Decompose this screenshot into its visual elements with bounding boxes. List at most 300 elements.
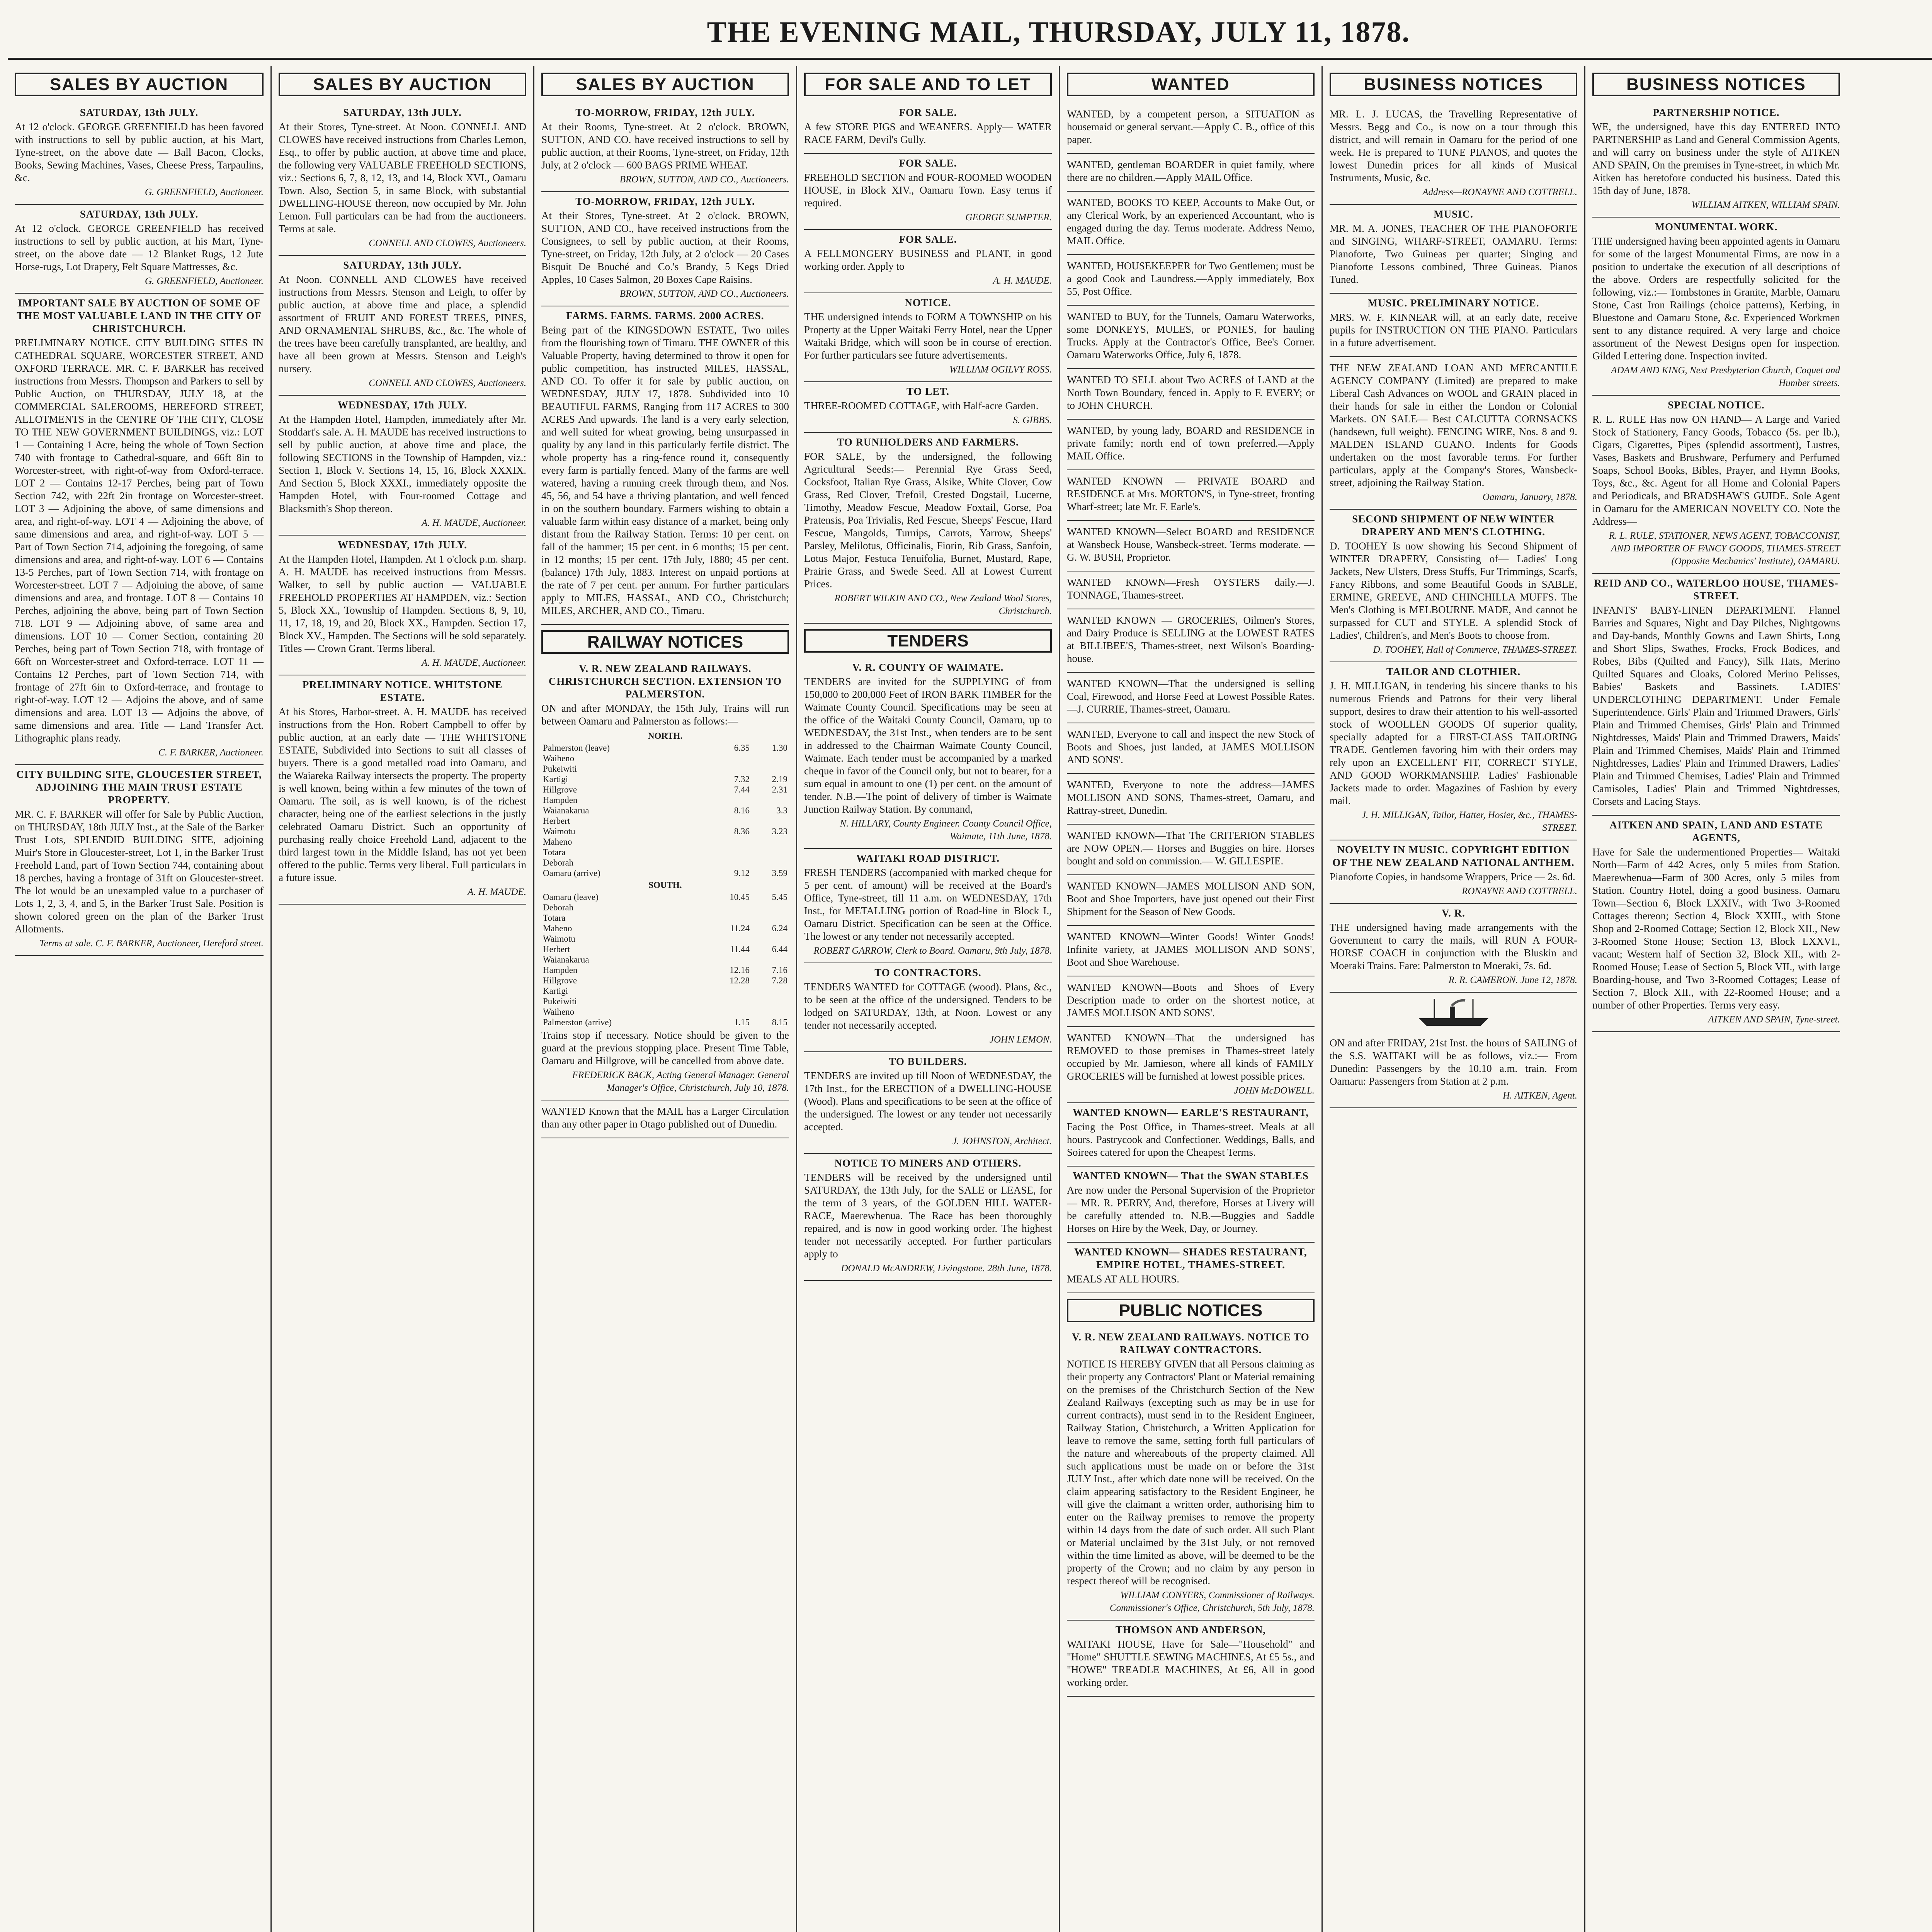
advertisement [804, 293, 1052, 382]
ad-body: TENDERS are invited up till Noon of WEDNESDAY, the 17th Inst., for the ERECTION of a DWELLING-HOUSE (Wood). Plans and specifications to be seen at the office of the undersigned. The lowest or any tender not necessarily accepted. [804, 1070, 1052, 1133]
ad-body: WANTED, by young lady, BOARD and RESIDENCE in private family; north end of town preferred.—Apply MAIL Office. [1067, 425, 1315, 462]
section-heading: RAILWAY NOTICES [541, 630, 789, 654]
ad-signature: ROBERT GARROW, Clerk to Board. Oamaru, 9th July, 1878. [813, 946, 1052, 956]
advertisement [1330, 1032, 1577, 1108]
timetable-row [541, 902, 789, 913]
advertisement [1067, 470, 1315, 521]
advertisement [1330, 357, 1577, 510]
timetable-time: 8.36 [734, 827, 750, 836]
ad-signature: A. H. MAUDE, Auctioneer. [421, 518, 526, 528]
ad-signature: CONNELL AND CLOWES, Auctioneers. [369, 378, 526, 388]
ad-heading: TAILOR AND CLOTHIER. [1386, 666, 1521, 677]
ad-heading: MONUMENTAL WORK. [1655, 221, 1778, 233]
ad-heading: TO BUILDERS. [889, 1056, 967, 1067]
timetable-time [713, 934, 751, 944]
ad-body: TENDERS will be received by the undersigned until SATURDAY, the 13th July, for the SALE or LEASE, for the term of 3 years, of the GOLDEN HILL WATER-RACE, Maerewhenua. The Race has been thoroughly repaired, and is now in good working order. The highest tender not necessarily accepted. For further particulars apply to [804, 1172, 1052, 1260]
ad-body: WANTED KNOWN—That the undersigned is selling Coal, Firewood, and Horse Feed at Lowest Possible Rates.—J. CURRIE, Thames-street, Oamaru. [1067, 678, 1315, 715]
advertisement [1330, 662, 1577, 840]
advertisement [15, 205, 264, 294]
ad-signature: WILLIAM OGILVY ROSS. [949, 364, 1052, 375]
ad-heading: FOR SALE. [899, 157, 957, 169]
timetable-time: 6.44 [772, 944, 787, 954]
timetable-direction-row [541, 878, 789, 892]
timetable-time [751, 934, 789, 944]
ad-signature: GEORGE SUMPTER. [965, 212, 1052, 223]
advertisement [1592, 816, 1840, 1032]
ad-body: At their Stores, Tyne-street. At 2 o'clock. BROWN, SUTTON, AND CO., have received instructions from the Consignees, to sell by public auction, at their Rooms, Tyne-street, on Friday, 12th July, at 2 o'clock — 20 Cases Bisquit De Bouché and Co.'s Brandy, 5 Kegs Dried Apples, 10 Cases Salmon, 20 Boxes Cape Raisins. [541, 210, 789, 285]
timetable-time [751, 847, 789, 857]
advertisement [804, 963, 1052, 1052]
ad-heading: WANTED KNOWN— SHADES RESTAURANT, EMPIRE HOTEL, THAMES-STREET. [1074, 1246, 1307, 1270]
ad-heading: WEDNESDAY, 17th JULY. [337, 539, 468, 551]
advertisement [1067, 1621, 1315, 1697]
ad-body: WANTED TO SELL about Two ACRES of LAND at the North Town Boundary, fenced in. Apply to F. EVERY; or to JOHN CHURCH. [1067, 374, 1315, 411]
timetable-station: Hillgrove [543, 785, 577, 794]
timetable-row [541, 837, 789, 847]
ad-body: FOR SALE, by the undersigned, the following Agricultural Seeds:— Perennial Rye Grass Seed, Cocksfoot, Italian Rye Grass, Alsike, White Clover, Cow Grass, Red Clover, Trefoil, Crested Dogstail, Lucerne, Timothy, Meadow Fescue, Meadow Foxtail, Gorse, Poa Pratensis, Poa Trivialis, Red Fescue, Sheeps' Fescue, Hard Fescue, Mangolds, Turnips, Carrots, Yarrow, Sheeps' Parsley, Melilotus, Officinalis, Fiorin, Rib Grass, Sanfoin, Lotus Major, Festuca Tenuifolia, Burnet, Mustard, Rape, Prairie Grass, and Swede Seed. All at Lowest Current Prices. [804, 451, 1052, 590]
ad-heading: WEDNESDAY, 17th JULY. [337, 399, 468, 411]
ad-signature: JOHN LEMON. [989, 1034, 1052, 1045]
timetable-time [751, 753, 789, 764]
railway-intro: ON and after MONDAY, the 15th July, Trains will run between Oamaru and Palmerston as follows:— [541, 702, 789, 727]
advertisement [1067, 571, 1315, 609]
timetable-row [541, 923, 789, 934]
ad-signature: DONALD McANDREW, Livingstone. 28th June, 1878. [841, 1263, 1052, 1274]
ad-body: At the Hampden Hotel, Hampden, immediately after Mr. Stoddart's sale. A. H. MAUDE has received instructions to sell by public auction, at above time and place, the following SECTIONS in the Township of Hampden, viz.: Section 1, Block V. Sections 14, 15, 16, Block XXXIX. And Section 5, Block XXXI., immediately opposite the Hampden Hotel, with Four-roomed Cottage and Blacksmith's Shop thereon. [279, 413, 526, 514]
ad-heading: V. R. COUNTY OF WAIMATE. [852, 662, 1004, 673]
timetable-row [541, 764, 789, 774]
ad-signature: ROBERT WILKIN AND CO., New Zealand Wool Stores, Christchurch. [834, 593, 1052, 616]
timetable-time: 3.23 [772, 827, 787, 836]
timetable-station: Deborah [543, 858, 574, 867]
advertisement [15, 765, 264, 956]
ad-body: TENDERS are invited for the SUPPLYING of from 150,000 to 200,000 Feet of IRON BARK TIMBER for the Waimate County Council. Specifications may be seen at the office of the Waitaki County Council, Oamaru, up to WEDNESDAY, the 31st Inst., when tenders are to be sent in addressed to the Chairman Waimate County Council, Waimate. Each tender must be accompanied by a marked cheque in favor of the Council only, but not to bearer, for a sum equal in amount to one (1) per cent. on the amount of tender. N.B.—The point of delivery of timber is Waimate Junction Railway Station. By command, [804, 676, 1052, 815]
ad-body: WANTED KNOWN—That The CRITERION STABLES are NOW OPEN.— Horses and Buggies on hire. Horses bought and sold on commission.— W. GILLESPIE. [1067, 830, 1315, 867]
advertisement [1067, 1167, 1315, 1243]
timetable-row [541, 826, 789, 837]
timetable-time [713, 902, 751, 913]
advertisement [804, 1154, 1052, 1281]
timetable-station: Hampden [543, 795, 578, 805]
advertisement [1067, 306, 1315, 369]
advertisement [1067, 369, 1315, 420]
columns [8, 66, 1932, 1932]
column [1059, 66, 1321, 1932]
advertisement [804, 433, 1052, 624]
timetable-time: 7.28 [772, 976, 787, 985]
ad-heading: IMPORTANT SALE BY AUCTION OF SOME OF THE MOST VALUABLE LAND IN THE CITY OF CHRISTCHURCH. [17, 297, 262, 334]
timetable-time: 1.15 [734, 1017, 750, 1027]
advertisement [804, 103, 1052, 154]
timetable-time [751, 913, 789, 923]
timetable-time [713, 996, 751, 1007]
timetable-time [751, 816, 789, 826]
ad-body: ON and after FRIDAY, 21st Inst. the hours of SAILING of the S.S. WAITAKI will be as follows, viz.:— From Dunedin: Passengers by the 10.10 a.m. train. From Oamaru: Passengers from Station at 2 p.m. [1330, 1037, 1577, 1087]
timetable-station: Palmerston (arrive) [543, 1017, 612, 1027]
advertisement [1067, 723, 1315, 774]
masthead: THE EVENING MAIL, THURSDAY, JULY 11, 1878. [707, 16, 1410, 48]
timetable-station: Totara [543, 847, 566, 857]
column [8, 66, 270, 1932]
column-heading: BUSINESS NOTICES [1330, 73, 1577, 96]
advertisement [1067, 192, 1315, 255]
timetable-row [541, 954, 789, 965]
advertisement [1067, 103, 1315, 154]
railway-signature: FREDERICK BACK, Acting General Manager. General Manager's Office, Christchurch, July 10, 1878. [572, 1070, 789, 1093]
timetable-time: 5.45 [772, 892, 787, 902]
ad-heading: WANTED KNOWN— EARLE'S RESTAURANT, [1072, 1107, 1309, 1118]
timetable-station: Totara [543, 913, 566, 923]
ad-body: A FELLMONGERY BUSINESS and PLANT, in good working order. Apply to [804, 248, 1052, 272]
timetable-row [541, 753, 789, 764]
timetable-station: Maheno [543, 923, 572, 933]
ad-body: At Noon. CONNELL AND CLOWES have received instructions from Messrs. Stenson and Leigh, to offer by public auction, at above time and place, a splendid assortment of FRUIT AND FOREST TREES, PINES, AND ORNAMENTAL SHRUBS, &c., &c. The whole of the trees have been carefully transplanted, are healthy, and have all been grown at Messrs. Stenson and Leigh's nursery. [279, 274, 526, 374]
ad-body: MR. L. J. LUCAS, the Travelling Representative of Messrs. Begg and Co., is now on a tour through this district, and will remain in Oamaru for the period of one week. He is prepared to TUNE PIANOS, and quotes the lowest Dunedin prices for all kinds of Musical Instruments, Music, &c. [1330, 108, 1577, 184]
ad-signature: AITKEN AND SPAIN, Tyne-street. [1708, 1014, 1840, 1025]
ad-signature: ADAM AND KING, Next Presbyterian Church, Coquet and Humber streets. [1611, 365, 1840, 388]
ad-signature: CONNELL AND CLOWES, Auctioneers. [369, 238, 526, 248]
advertisement [1067, 1328, 1315, 1621]
timetable-station: Waianakarua [543, 955, 589, 964]
timetable-time [713, 795, 751, 805]
advertisement [1067, 875, 1315, 926]
advertisement [279, 103, 526, 256]
ad-heading: FARMS. FARMS. FARMS. 2000 ACRES. [566, 310, 764, 321]
section-heading: TENDERS [804, 629, 1052, 653]
ad-body: J. H. MILLIGAN, in tendering his sincere thanks to his numerous Friends and Patrons for their very liberal support, desires to draw their attention to his well-assorted stock of WOOLLEN GOODS Of superior quality, specially adapted for a FIRST-CLASS TAILORING TRADE. Gentlemen favoring him with their orders may rely upon an EXCELLENT FIT, CORRECT STYLE, AND GOOD WORKMANSHIP. Ladies' Fashionable Jackets made to order. Magazines of Fashion by every mail. [1330, 680, 1577, 806]
timetable-time: 11.44 [730, 944, 750, 954]
timetable-row [541, 934, 789, 944]
timetable-time [751, 996, 789, 1007]
advertisement [1067, 1243, 1315, 1293]
timetable-station: Kartigi [543, 986, 568, 996]
timetable-time: 9.12 [734, 868, 750, 878]
timetable-station: Palmerston (leave) [543, 743, 610, 753]
timetable-time [713, 1007, 751, 1017]
advertisement [804, 849, 1052, 963]
advertisement [1067, 420, 1315, 470]
advertisement [541, 192, 789, 306]
ad-signature: G. GREENFIELD, Auctioneer. [145, 276, 264, 286]
ad-heading: SECOND SHIPMENT OF NEW WINTER DRAPERY AND MEN'S CLOTHING. [1352, 513, 1555, 537]
ad-signature: WILLIAM AITKEN, WILLIAM SPAIN. [1691, 200, 1840, 210]
ad-body: MRS. W. F. KINNEAR will, at an early date, receive pupils for INSTRUCTION ON THE PIANO. Particulars in a future advertisement. [1330, 311, 1577, 349]
ad-body: WAITAKI HOUSE, Have for Sale—"Household" and "Home" SHUTTLE SEWING MACHINES, At £5 5s., and "HOWE" TREADLE MACHINES, At £6, All in good working order. [1067, 1638, 1315, 1688]
ad-body: TENDERS WANTED for COTTAGE (wood). Plans, &c., to be seen at the office of the undersigned. Tenders to be lodged on SATURDAY, 13th, at Noon. Lowest or any tender not necessarily accepted. [804, 981, 1052, 1031]
advertisement [1067, 521, 1315, 571]
ad-heading: REID AND CO., WATERLOO HOUSE, THAMES-STREET. [1594, 577, 1838, 602]
ad-heading: SATURDAY, 13th JULY. [80, 208, 199, 220]
ad-signature: S. GIBBS. [1013, 415, 1052, 425]
ad-heading: CITY BUILDING SITE, GLOUCESTER STREET, ADJOINING THE MAIN TRUST ESTATE PROPERTY. [16, 769, 262, 806]
timetable-time [713, 837, 751, 847]
advertisement [279, 396, 526, 536]
advertisement [1067, 926, 1315, 976]
column-heading: SALES BY AUCTION [541, 73, 789, 96]
ad-signature: A. H. MAUDE. [467, 887, 526, 897]
ad-signature: BROWN, SUTTON, AND CO., Auctioneers. [619, 174, 789, 185]
timetable-station: Waiheno [543, 753, 575, 763]
column-heading: SALES BY AUCTION [279, 73, 526, 96]
timetable-row [541, 857, 789, 868]
ad-body: WANTED KNOWN—That the undersigned has REMOVED to those premises in Thames-street lately occupied by Mr. Jamieson, where all kinds of FAMILY GROCERIES will be furnished at lowest possible prices. [1067, 1032, 1315, 1082]
advertisement [1067, 673, 1315, 723]
timetable-time: 3.3 [776, 806, 787, 815]
column-heading: WANTED [1067, 73, 1315, 96]
steamship-icon [1415, 995, 1492, 1030]
ad-body: At their Rooms, Tyne-street. At 2 o'clock. BROWN, SUTTON, AND CO. have received instructions to sell by public auction, at their Rooms, Tyne-street, on Friday, 12th July, at 2 o'clock — 600 BAGS PRIME WHEAT. [541, 121, 789, 171]
advertisement [1330, 510, 1577, 662]
ad-body: WANTED, by a competent person, a SITUATION as housemaid or general servant.—Apply C. B., office of this paper. [1067, 108, 1315, 145]
ad-signature: A. H. MAUDE. [993, 276, 1052, 286]
timetable-time: 12.16 [730, 965, 750, 975]
ad-body: A few STORE PIGS and WEANERS. Apply— WATER RACE FARM, Devil's Gully. [804, 121, 1052, 145]
timetable-time [713, 847, 751, 857]
timetable-direction-row [541, 729, 789, 743]
timetable-time [751, 902, 789, 913]
timetable-station: Oamaru (leave) [543, 892, 599, 902]
timetable-time: 8.16 [734, 806, 750, 815]
advertisement [1330, 904, 1577, 993]
railway-title: V. R. NEW ZEALAND RAILWAYS. CHRISTCHURCH SECTION. EXTENSION TO PALMERSTON. [548, 663, 782, 700]
column-heading: SALES BY AUCTION [15, 73, 264, 96]
ad-signature: C. F. BARKER, Auctioneer. [158, 747, 264, 758]
timetable-station: Waianakarua [543, 806, 589, 815]
masthead-rule [8, 58, 1932, 60]
advertisement [1592, 218, 1840, 396]
ad-body: R. L. RULE Has now ON HAND— A Large and Varied Stock of Stationery, Fancy Goods, Tobacco (5s. per lb.), Cigars, Cigarettes, Pipes (splendid assortment), Lustres, Vases, Baskets and Brushware, Perfumery and Perfumed Soaps, School Books, Bibles, Prayer, and Hymn Books, Toys, &c., &c. Agent for all Home and Colonial Papers and Periodicals, and BRADSHAW'S GUIDE. Sole Agent in Oamaru for the AMERICAN NOVELTY CO. Note the Address— [1592, 413, 1840, 527]
ad-heading: FOR SALE. [899, 107, 957, 118]
column [1584, 66, 1847, 1932]
timetable-time: 7.44 [734, 785, 750, 794]
ad-body: WE, the undersigned, have this day ENTERED INTO PARTNERSHIP as Land and General Commission Agents, and will carry on business under the style of AITKEN AND SPAIN, On the premises in Tyne-street, in which Mr. Aitken has heretofore conducted his business. Dated this 15th day of June, 1878. [1592, 121, 1840, 196]
ad-body: Have for Sale the undermentioned Properties— Waitaki North—Farm of 442 Acres, only 5 miles from Station. Maerewhenua—Farm of 300 Acres, only 5 miles from Station. Country Hotel, doing a good business. Oamaru Town—Section 6, Block LXXIV., with Two 3-Roomed Cottages thereon; Section 4, Block XXIII., with Stone Shop and 2-Roomed Cottage; Section 12, Block XII., New 3-Roomed Stone House; Section 13, Block LXXVI., vacant; Western half of Section 32, Block XII., with 2-Roomed House; Lease of Section 5, Block VII., with large Boarding-house, and Two 3-Roomed Cottages; Lease of Section 7, Block XII., with 22-Roomed House; and a number of other Properties. Terms very easy. [1592, 846, 1840, 1011]
advertisement [541, 306, 789, 625]
advertisement [1067, 609, 1315, 673]
timetable-time [751, 954, 789, 965]
ad-signature: JOHN McDOWELL. [1234, 1085, 1315, 1096]
timetable-time: 7.16 [772, 965, 787, 975]
timetable-station: Pukeiwiti [543, 997, 577, 1006]
ad-signature: Address—RONAYNE AND COTTRELL. [1422, 187, 1577, 197]
timetable-time: 2.19 [772, 774, 787, 784]
timetable-row [541, 816, 789, 826]
column [533, 66, 796, 1932]
notice-text: WANTED Known that the MAIL has a Larger Circulation than any other paper in Otago published out of Dunedin. [541, 1105, 789, 1130]
timetable-time: 3.59 [772, 868, 787, 878]
ad-heading: TO LET. [906, 386, 950, 397]
timetable-time: 8.15 [772, 1017, 787, 1027]
ad-body: PRELIMINARY NOTICE. CITY BUILDING SITES IN CATHEDRAL SQUARE, WORCESTER STREET, AND OXFORD TERRACE. MR. C. F. BARKER has received instructions from Messrs. Thompson and Parkers to sell by Public Auction, on THURSDAY, JULY 18, at the COMMERCIAL SALEROOMS, HEREFORD STREET, ALLOTMENTS in the CENTRE OF THE CITY, CLOSE TO THE NEW GOVERNMENT BUILDINGS, viz.: LOT 1 — Containing 1 Acre, being the whole of Town Section 740 with frontage to Cathedral-square, and 66ft 8in to Worcester-street, with right-of-way from Oxford-terrace. LOT 2 — Contains 12-17 Perches, being part of Town Section 742, with 22ft 2in frontage on Worcester-street. LOT 3 — Adjoining the above, of same dimensions and area, and right-of-way. LOT 4 — Adjoining the above, of same dimensions and area, and right-of-way. LOT 5 — Part of Town Section 714, adjoining the foregoing, of same dimensions and area, and right-of-way. LOT 6 — Contains 13-5 Perches, part of Town Section 714, with frontage on Worcester-street. LOT 7 — Adjoining the above, of same dimensions and area, and frontage. LOT 8 — Contains 10 Perches, adjoining the above, being part of Town Section 718. LOT 9 — Adjoining above, of same area and dimensions. LOT 10 — Corner Section, containing 20 Perches, being part of Town Section 718, with frontage of 66ft on Worcester-street and Oxford-terrace. LOT 11 — Contains 12 Perches, part of Town Section 714, with frontage of 27ft 6in to Oxford-terrace, and frontage to right-of-way. LOT 12 — Adjoins the above, and of same dimensions and area. LOT 13 — Adjoins the above, of same dimensions and area. Title — Land Transfer Act. Lithographic plans ready. [15, 337, 264, 744]
ad-body: Being part of the KINGSDOWN ESTATE, Two miles from the flourishing town of Timaru. THE OWNER of this Valuable Property, having determined to throw it open for public competition, has instructed MILES, HASSAL, AND CO. To offer it for sale by public auction, on WEDNESDAY, JULY 17, 1878. Subdivided into 10 BEAUTIFUL FARMS, Ranging from 117 ACRES to 300 ACRES And upwards. The land is a very early selection, and well suited for wheat growing, being unsurpassed in quality by any land in this particularly fertile district. The whole property has a ring-fence round it, consequently every farm is partially fenced. Many of the farms are well watered, having a running creek through them, and Nos. 45, 56, and 54 have a thriving plantation, and well fenced in on the southern boundary. Farmers wishing to obtain a valuable farm within easy distance of a market, being only distant from the Railway Station. Terms: 10 per cent. on fall of the hammer; 15 per cent. in 6 months; 15 per cent. in 12 months; 15 per cent. 17th July, 1880; 45 per cent. (balance) 17th July, 1883. Interest on unpaid portions at the rate of 7 per cent. per annum. For further particulars apply to MILES, HASSAL, AND CO., Christchurch; MILES, ARCHER, AND CO., Timaru. [541, 324, 789, 616]
ad-body: WANTED KNOWN — GROCERIES, Oilmen's Stores, and Dairy Produce is SELLING at the LOWEST RATES at BILLIBEE'S, Thames-street, next Wilson's Boarding-house. [1067, 614, 1315, 664]
ad-signature: RONAYNE AND COTTRELL. [1462, 886, 1577, 896]
ad-body: WANTED KNOWN — PRIVATE BOARD and RESIDENCE at Mrs. MORTON'S, in Tyne-street, fronting Wharf-street; late Mr. F. Earle's. [1067, 475, 1315, 512]
ad-signature: G. GREENFIELD, Auctioneer. [145, 187, 264, 197]
ad-body: WANTED KNOWN—JAMES MOLLISON AND SON, Boot and Shoe Importers, have just opened out their First Shipment for the Season of New Goods. [1067, 880, 1315, 917]
ad-body: FREEHOLD SECTION and FOUR-ROOMED WOODEN HOUSE, in Block XIV., Oamaru Town. Easy terms if required. [804, 172, 1052, 209]
advertisement [15, 103, 264, 205]
timetable-row [541, 868, 789, 878]
timetable-time [713, 986, 751, 996]
column-heading: BUSINESS NOTICES [1592, 73, 1840, 96]
ad-body: D. TOOHEY Is now showing his Second Shipment of WINTER DRAPERY, Consisting of— Ladies' Long Jackets, New Ulsters, Dress Stuffs, Fur Trimmings, Scarfs, Fancy Ribbons, and some Beautiful Goods in SABLE, ERMINE, GREEVE, AND CHINCHILLA MUFFS. The Men's Clothing is MELBOURNE MADE, And cannot be surpassed for CUT and STYLE. A splendid Stock of Ladies', Children's, and Men's Boots to choose from. [1330, 540, 1577, 641]
railway-footer: Trains stop if necessary. Notice should be given to the guard at the previous stopping place. Present Time Table, Oamaru and Hillgrove, will be cancelled from above date. [541, 1029, 789, 1066]
ad-heading: SATURDAY, 13th JULY. [343, 259, 462, 271]
advertisement [804, 1052, 1052, 1154]
ad-signature: N. HILLARY, County Engineer. County Council Office, Waimate, 11th June, 1878. [840, 818, 1052, 842]
timetable-row [541, 784, 789, 795]
ad-body: THREE-ROOMED COTTAGE, with Half-acre Garden. [804, 400, 1039, 412]
timetable-time: 1.30 [772, 743, 787, 753]
column [796, 66, 1059, 1932]
timetable-row [541, 847, 789, 857]
ad-heading: SATURDAY, 13th JULY. [80, 107, 199, 118]
timetable-station: Pukeiwiti [543, 764, 577, 774]
timetable-time [751, 1007, 789, 1017]
advertisement [15, 294, 264, 765]
advertisement [1067, 1103, 1315, 1167]
ad-heading: MUSIC. PRELIMINARY NOTICE. [1367, 297, 1539, 309]
ad-body: MR. M. A. JONES, TEACHER OF THE PIANOFORTE and SINGING, WHARF-STREET, OAMARU. Terms: Pianoforte, Two Guineas per quarter; Singing and Pianoforte Lessons combined, Three Guineas. Pianos Tuned. [1330, 223, 1577, 285]
ad-body: WANTED KNOWN—Boots and Shoes of Every Description made to order on the shortest notice, at JAMES MOLLISON AND SONS'. [1067, 981, 1315, 1019]
advertisement [804, 658, 1052, 849]
advertisement [279, 256, 526, 396]
timetable-time: 2.31 [772, 785, 787, 794]
ad-heading: TO-MORROW, FRIDAY, 12th JULY. [575, 107, 755, 118]
timetable-row [541, 805, 789, 816]
ad-heading: WAITAKI ROAD DISTRICT. [856, 852, 1000, 864]
ad-signature: R. R. CAMERON. June 12, 1878. [1448, 975, 1577, 985]
notice [541, 1100, 789, 1138]
ad-heading: NOTICE TO MINERS AND OTHERS. [834, 1157, 1022, 1169]
timetable-station: Waimotu [543, 934, 575, 944]
timetable-row [541, 892, 789, 902]
timetable [541, 729, 789, 1027]
ad-heading: TO-MORROW, FRIDAY, 12th JULY. [575, 196, 755, 207]
timetable-station: Maheno [543, 837, 572, 847]
timetable-row [541, 996, 789, 1007]
timetable-time [713, 913, 751, 923]
timetable-time [751, 837, 789, 847]
advertisement [1592, 396, 1840, 574]
ad-body: Facing the Post Office, in Thames-street. Meals at all hours. Pastrycook and Confectioner. Weddings, Balls, and Soirees catered for upon the Cheapest Terms. [1067, 1121, 1315, 1158]
ad-body: WANTED, Everyone to call and inspect the new Stock of Boots and Shoes, just landed, at JAMES MOLLISON AND SONS'. [1067, 728, 1315, 765]
advertisement [1330, 294, 1577, 357]
advertisement [1067, 774, 1315, 825]
timetable-station: Kartigi [543, 774, 568, 784]
ad-heading: WANTED KNOWN— That the SWAN STABLES [1073, 1170, 1309, 1182]
ad-signature: Oamaru, January, 1878. [1482, 492, 1577, 502]
section-heading: PUBLIC NOTICES [1067, 1299, 1315, 1322]
ad-signature: J. H. MILLIGAN, Tailor, Hatter, Hosier, &c., THAMES-STREET. [1361, 810, 1577, 833]
column [1321, 66, 1584, 1932]
ad-heading: TO CONTRACTORS. [874, 967, 981, 978]
ad-signature: BROWN, SUTTON, AND CO., Auctioneers. [619, 289, 789, 299]
timetable-row [541, 743, 789, 753]
timetable-station: Waiheno [543, 1007, 575, 1017]
ad-heading: NOTICE. [905, 297, 951, 308]
timetable-time [713, 954, 751, 965]
timetable-time [751, 764, 789, 774]
timetable-station: Herbert [543, 816, 570, 826]
ad-heading: PARTNERSHIP NOTICE. [1653, 107, 1780, 118]
timetable-row [541, 774, 789, 784]
timetable-station: Oamaru (arrive) [543, 868, 600, 878]
ad-heading: PRELIMINARY NOTICE. WHITSTONE ESTATE. [302, 679, 503, 703]
ad-body: NOTICE IS HEREBY GIVEN that all Persons claiming as their property any Contractors' Plant or Material remaining on the premises of the Christchurch Section of the New Zealand Railways (excepting such as may be in use for current contracts), must send in to the Resident Engineer, Railway Station, Christchurch, a Written Application for leave to remove the same, setting forth full particulars of the nature and whereabouts of the property claimed. All such applications must be made on or before the 31st JULY Inst., after which date none will be received. On the claim appearing satisfactory to the Resident Engineer, he will give the claimant a written order, authorising him to enter on the Railway premises to remove the property within 14 days from the date of such order. All such Plant or Material unclaimed by the 31st July, or not removed within the time limited as above, will be deemed to be the property of the Crown; and no claim by any person in respect thereof will be recognised. [1067, 1358, 1315, 1587]
ad-heading: FOR SALE. [899, 233, 957, 245]
timetable-station: Deborah [543, 903, 574, 912]
ad-body: THE undersigned having been appointed agents in Oamaru for some of the largest Monumental Firms, are now in a position to undertake the execution of all descriptions of the above. Orders are respectfully solicited for the following, viz.:— Tombstones in Granite, Marble, Oamaru Stone, Cast Iron Railings (choice patterns), Kerbing, in Bluestone and Oamaru Stone, &c. Experienced Workmen sent to any distance required. A very large and choice assortment of the Newest Designs open for inspection. Gilded Lettering done. Inspection invited. [1592, 235, 1840, 362]
timetable-row [541, 1007, 789, 1017]
advertisement [279, 675, 526, 905]
timetable-row [541, 944, 789, 954]
railway-notice [541, 659, 789, 1100]
ad-heading: THOMSON AND ANDERSON, [1115, 1624, 1266, 1636]
timetable-time: 12.28 [730, 976, 750, 985]
ad-body: INFANTS' BABY-LINEN DEPARTMENT. Flannel Barries and Squares, Night and Day Pilches, Nightgowns and Day-bands, Monthly Gowns and Lawn Shirts, Long and Short Slips, Swathes, Frocks, Frock Bodices, and Robes, Bibs (Quilted and Fancy), Silk Hats, Merino Quilted Squares and Cloaks, Colored Merino Pelisses, Babies' Baskets and Bassinets. LADIES' UNDERCLOTHING DEPARTMENT. Under Female Superintendence. Girls' Plain and Trimmed Drawers, Girls' Plain and Trimmed Chemises, Girls' Plain and Trimmed Nightdresses, Maids' Plain and Trimmed Drawers, Maids' Plain and Trimmed Chemises, Maids' Plain and Trimmed Nightdresses, Ladies' Plain and Trimmed Drawers, Ladies' Plain and Trimmed Chemises, Ladies' Plain and Trimmed Camisoles, Ladies' Plain and Trimmed Nightdresses, Corsets and Lacing Stays. [1592, 604, 1840, 807]
timetable-time: 7.32 [734, 774, 750, 784]
ad-body: MR. C. F. BARKER will offer for Sale by Public Auction, on THURSDAY, 18th JULY Inst., at the Sale of the Barker Trust Lots, SPLENDID BUILDING SITE, adjoining Muir's Store in Gloucester-street, Lot 1, in the Barker Trust Freehold Land, part of Town Section 744, containing about 18 perches, having a frontage of 31ft on Gloucester-street. The lot would be an unexampled value to a purchaser of Lots 1, 2, 3, 4, and 5, in the Barker Trust Sale. Position is shown colored green on the plan of the Barker Trust Allotments. [15, 808, 264, 935]
timetable-time: 6.35 [734, 743, 750, 753]
ad-signature: WILLIAM CONYERS, Commissioner of Railways. Commissioner's Office, Christchurch, 5th July, 1878. [1109, 1590, 1315, 1613]
timetable-row [541, 965, 789, 975]
timetable-direction: NORTH. [648, 731, 683, 741]
timetable-row [541, 795, 789, 805]
timetable-row [541, 913, 789, 923]
timetable-station: Herbert [543, 944, 570, 954]
advertisement [1067, 825, 1315, 875]
advertisement [1067, 976, 1315, 1027]
timetable-time [713, 764, 751, 774]
ad-heading: MUSIC. [1434, 208, 1473, 220]
advertisement [1330, 205, 1577, 294]
ad-body: WANTED KNOWN—Select BOARD and RESIDENCE at Wansbeck House, Wansbeck-street. Terms moderate. —G. W. BUSH, Proprietor. [1067, 526, 1315, 563]
ad-signature: A. H. MAUDE, Auctioneer. [421, 658, 526, 668]
ad-heading: SATURDAY, 13th JULY. [343, 107, 462, 118]
ad-heading: AITKEN AND SPAIN, LAND AND ESTATE AGENTS, [1609, 819, 1823, 844]
timetable-time [751, 857, 789, 868]
ad-body: THE undersigned having made arrangements with the Government to carry the mails, will RUN A FOUR-HORSE COACH in conjunction with the Bluskin and Moeraki Trains. Fare: Palmerston to Moeraki, 7s. 6d. [1330, 922, 1577, 971]
timetable-station: Hillgrove [543, 976, 577, 985]
timetable-station: Waimotu [543, 827, 575, 836]
column-heading: FOR SALE AND TO LET [804, 73, 1052, 96]
ad-body: WANTED, HOUSEKEEPER for Two Gentlemen; must be a good Cook and Laundress.—Apply immediately, Box 55, Post Office. [1067, 260, 1315, 297]
ad-signature: J. JOHNSTON, Architect. [952, 1136, 1052, 1146]
advertisement [1067, 154, 1315, 192]
advertisement [804, 382, 1052, 433]
ad-body: At 12 o'clock. GEORGE GREENFIELD has received instructions to sell by public auction, at his Mart, Tyne-street, on the above date — 12 Blanket Rugs, 12 Jute Horse-rugs, Lot Drapery, Felt Square Mattresses, &c. [15, 223, 264, 272]
timetable-time [713, 816, 751, 826]
timetable-time: 11.24 [730, 923, 750, 933]
ad-body: At 12 o'clock. GEORGE GREENFIELD has been favored with instructions to sell by public auction, at his Mart, Tyne-street, on the above date — Ball Bacon, Clocks, Books, Sewing Machines, Vases, Cheese Press, Tarpaulins, &c. [15, 121, 264, 184]
column [270, 66, 533, 1932]
ad-body: WANTED, BOOKS TO KEEP, Accounts to Make Out, or any Clerical Work, by an experienced Accountant, who is engaged during the day. Terms moderate. Address Nemo, MAIL Office. [1067, 197, 1315, 247]
ad-signature: D. TOOHEY, Hall of Commerce, THAMES-STREET. [1373, 645, 1577, 655]
advertisement [804, 230, 1052, 293]
advertisement [279, 536, 526, 675]
ad-signature: R. L. RULE, STATIONER, NEWS AGENT, TOBACCONIST, AND IMPORTER OF FANCY GOODS, THAMES-STREET (Opposite Mechanics' Institute), OAMARU. [1609, 531, 1840, 566]
timetable-station: Hampden [543, 965, 578, 975]
advertisement [804, 154, 1052, 230]
ad-body: WANTED, gentleman BOARDER in quiet family, where there are no children.—Apply MAIL Office. [1067, 159, 1315, 183]
ad-heading: NOVELTY IN MUSIC. COPYRIGHT EDITION OF THE NEW ZEALAND NATIONAL ANTHEM. [1332, 844, 1575, 868]
timetable-time [713, 857, 751, 868]
timetable-time: 10.45 [730, 892, 750, 902]
ad-body: Pianoforte Copies, in handsome Wrappers, Price — 2s. 6d. [1330, 871, 1575, 883]
timetable-time [751, 986, 789, 996]
